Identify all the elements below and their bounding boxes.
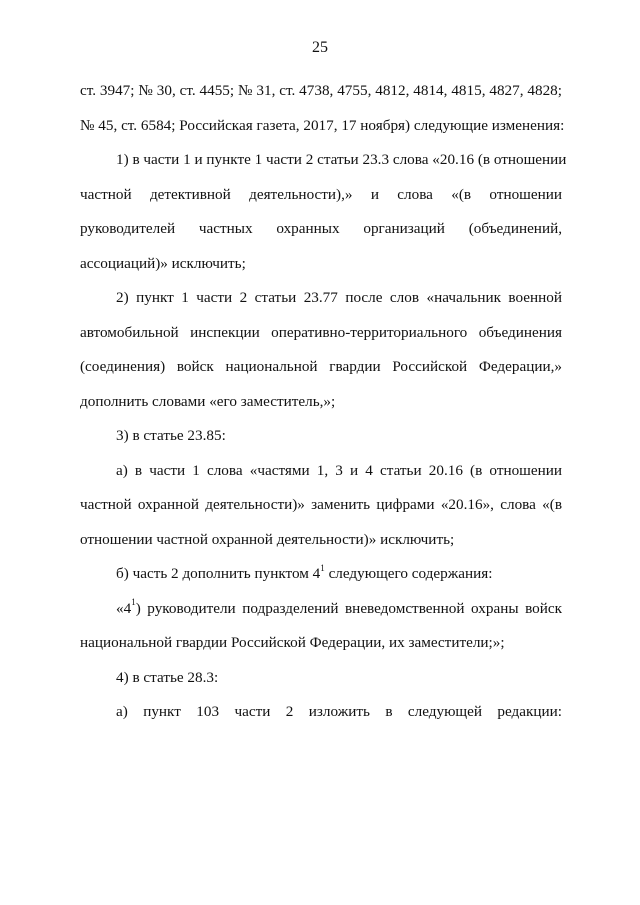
text-line: национальной гвардии Российской Федерации, их заместители;»; [80, 634, 505, 651]
text-line: а) в части 1 слова «частями 1, 3 и 4 статьи 20.16 (в отношении [116, 461, 562, 479]
text-line: 2) пункт 1 части 2 статьи 23.77 после слов «начальник военной [116, 289, 562, 306]
text-line: частной охранной деятельности)» заменить цифрами «20.16», слова «(в [80, 496, 562, 513]
text-line: 1) в части 1 и пункте 1 части 2 статьи 23.3 слова «20.16 (в отношении [116, 151, 567, 168]
text-line: автомобильной инспекции оперативно-территориального объединения [80, 323, 562, 341]
text-fragment: «4 [116, 599, 132, 617]
text-fragment: следующего содержания: [324, 565, 493, 582]
text-line [80, 557, 562, 592]
text-line: № 45, ст. 6584; Российская газета, 2017, 17 ноября) следующие изменения: [80, 116, 565, 134]
document-body [80, 74, 567, 730]
text-line [80, 592, 562, 627]
text-line: частной детективной деятельности),» и слова «(в отношении [80, 185, 562, 203]
text-fragment: б) часть 2 дополнить пунктом 4 [116, 565, 321, 582]
text-line: а) пункт 103 части 2 изложить в следующей редакции: [116, 703, 562, 720]
text-line: отношении частной охранной деятельности)» исключить; [80, 530, 455, 548]
text-line: 4) в статье 28.3: [116, 668, 219, 686]
text-line: ст. 3947; № 30, ст. 4455; № 31, ст. 4738, 4755, 4812, 4814, 4815, 4827, 4828; [80, 82, 562, 99]
superscript: 1 [320, 562, 325, 573]
text-line: 3) в статье 23.85: [116, 427, 226, 444]
text-line: руководителей частных охранных организаций (объединений, [80, 220, 562, 237]
superscript: 1 [131, 597, 136, 608]
text-line: (соединения) войск национальной гвардии Российской Федерации,» [80, 358, 562, 375]
page-number: 25 [312, 39, 328, 56]
text-line: дополнить словами «его заместитель,»; [80, 392, 336, 410]
text-fragment: ) руководители подразделений вневедомственной охраны войск [135, 599, 562, 617]
text-line: ассоциаций)» исключить; [80, 254, 246, 272]
